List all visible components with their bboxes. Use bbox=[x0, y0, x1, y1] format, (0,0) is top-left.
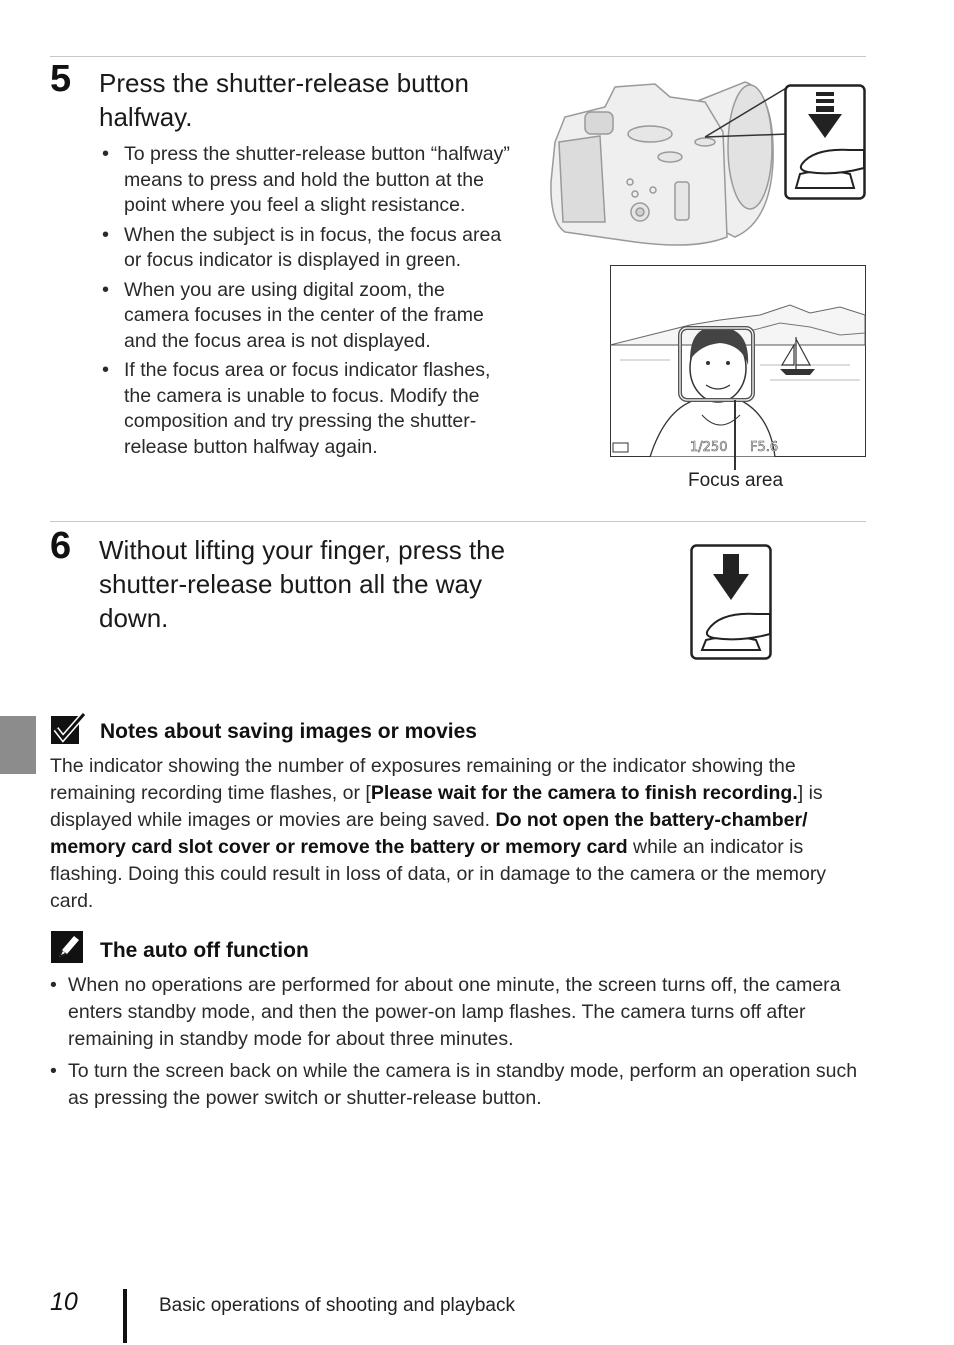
step-6-title bbox=[99, 533, 579, 635]
lcd-aperture: F5.6 bbox=[750, 440, 779, 455]
note-saving-text1: The indicator showing the number of exposures remaining or the indicator showing the remaining recording time flashes, or [ bbox=[50, 755, 796, 804]
note-saving-text2: ] is displayed while images or movies are being saved. bbox=[50, 782, 823, 831]
step-5-title-line1: Press the shutter-release button bbox=[99, 68, 469, 98]
note-saving-title: Notes about saving images or movies bbox=[100, 720, 477, 743]
list-item: • When the subject is in focus, the focus area or focus indicator is displayed in green. bbox=[102, 223, 512, 274]
footer-section-title: Basic operations of shooting and playback bbox=[159, 1295, 515, 1316]
pencil-icon bbox=[51, 931, 85, 965]
note-saving-text3: while an indicator is flashing. Doing this could result in loss of data, or in damage to the camera or the memory card. bbox=[50, 836, 827, 912]
step-6-number: 6 bbox=[50, 525, 72, 567]
step-6-title-line3: down. bbox=[99, 603, 169, 633]
note-saving-body bbox=[50, 753, 866, 915]
half-press-icon bbox=[784, 84, 866, 200]
note-autooff-bullets bbox=[50, 972, 866, 1117]
step-divider bbox=[50, 521, 866, 522]
full-press-icon bbox=[690, 544, 772, 660]
focus-scene-illustration bbox=[610, 265, 866, 457]
chapter-tab bbox=[0, 716, 36, 774]
list-item: • When no operations are performed for about one minute, the screen turns off, the camera enters standby mode, and then the power-on lamp flashes. The camera turns off after remaining in standby mode for about three minutes. bbox=[50, 972, 866, 1053]
list-item: • To press the shutter-release button “halfway” means to press and hold the button at the point where you feel a slight resistance. bbox=[102, 142, 512, 219]
note-autooff-title: The auto off function bbox=[100, 939, 309, 962]
list-item: • To turn the screen back on while the camera is in standby mode, perform an operation such as pressing the power switch or shutter-release button. bbox=[50, 1058, 866, 1112]
note-saving-bold1: Please wait for the camera to finish recording. bbox=[370, 782, 798, 804]
step-5-title bbox=[99, 66, 519, 134]
focus-leader-line bbox=[734, 400, 736, 470]
step-6-title-line2: shutter-release button all the way bbox=[99, 569, 482, 599]
list-item: • If the focus area or focus indicator flashes, the camera is unable to focus. Modify the composition and try pressing the shutter-release button halfway again. bbox=[102, 358, 512, 460]
note-saving-bold2: Do not open the battery-chamber/ memory card slot cover or remove the battery or memory card bbox=[50, 809, 808, 858]
step-5-bullets bbox=[102, 142, 512, 464]
footer-divider bbox=[123, 1289, 127, 1343]
step-5-number: 5 bbox=[50, 58, 72, 100]
lcd-shutter-speed: 1/250 bbox=[690, 440, 728, 455]
checkmark-icon bbox=[51, 712, 87, 746]
step-6-title-line1: Without lifting your finger, press the bbox=[99, 535, 506, 565]
top-divider bbox=[50, 56, 866, 57]
list-item: • When you are using digital zoom, the camera focuses in the center of the frame and the focus area is not displayed. bbox=[102, 278, 512, 355]
page-number: 10 bbox=[50, 1288, 78, 1316]
step-5-title-line2: halfway. bbox=[99, 102, 193, 132]
focus-area-caption: Focus area bbox=[688, 470, 784, 491]
